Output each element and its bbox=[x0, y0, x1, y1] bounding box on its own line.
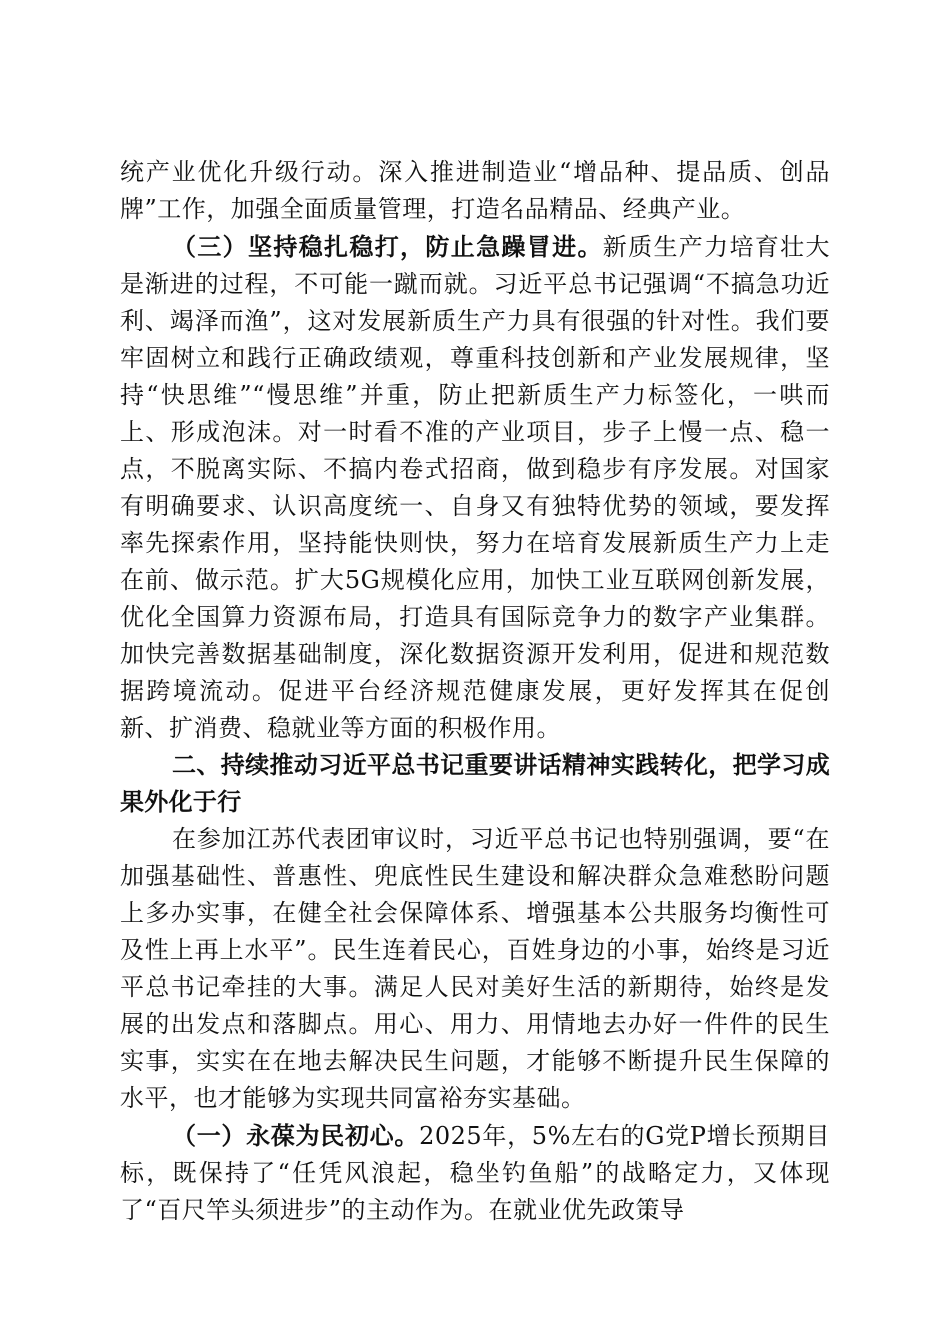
paragraph-section-1 bbox=[120, 1117, 830, 1229]
subheading-3: （三）坚持稳扎稳打，防止急躁冒进。 bbox=[172, 232, 603, 261]
paragraph-section-3 bbox=[120, 228, 830, 747]
paragraph-section-3-body: 新质生产力培育壮大是渐进的过程，不可能一蹴而就。习近平总书记强调“不搞急功近利、竭泽而渔”，这对发展新质生产力具有很强的针对性。我们要牢固树立和践行正确政绩观，尊重科技创新和产业发展规律，坚持“快思维”“慢思维”并重，防止把新质生产力标签化，一哄而上、形成泡沫。对一时看不准的产业项目，步子上慢一点、稳一点，不脱离实际、不搞内卷式招商，做到稳步有序发展。对国家有明确要求、认识高度统一、自身又有独特优势的领域，要发挥率先探索作用，坚持能快则快，努力在培育发展新质生产力上走在前、做示范。扩大5G规模化应用，加快工业互联网创新发展，优化全国算力资源布局，打造具有国际竞争力的数字产业集群。加快完善数据基础制度，深化数据资源开发利用，促进和规范数据跨境流动。促进平台经济规范健康发展，更好发挥其在促创新、扩消费、稳就业等方面的积极作用。 bbox=[120, 233, 831, 742]
paragraph-jiangsu: 在参加江苏代表团审议时，习近平总书记也特别强调，要“在加强基础性、普惠性、兜底性民生建设和解决群众急难愁盼问题上多办实事，在健全社会保障体系、增强基本公共服务均衡性可及性上再上水平”。民生连着民心，百姓身边的小事，始终是习近平总书记牵挂的大事。满足人民对美好生活的新期待，始终是发展的出发点和落脚点。用心、用力、用情地去办好一件件的民生实事，实实在在地去解决民生问题，才能够不断提升民生保障的水平，也才能够为实现共同富裕夯实基础。 bbox=[120, 825, 830, 1112]
document-body bbox=[120, 154, 830, 1229]
section-heading-2: 二、持续推动习近平总书记重要讲话精神实践转化，把学习成果外化于行 bbox=[120, 751, 830, 816]
subheading-1: （一）永葆为民初心。 bbox=[172, 1121, 420, 1150]
paragraph-continued: 统产业优化升级行动。深入推进制造业“增品种、提品质、创品牌”工作，加强全面质量管理，打造名品精品、经典产业。 bbox=[120, 158, 830, 223]
paragraph-section-1-body: 2025年，5%左右的G党P增长预期目标，既保持了“任凭风浪起，稳坐钓鱼船”的战略定力，又体现了“百尺竿头须进步”的主动作为。在就业优先政策导 bbox=[120, 1122, 830, 1224]
